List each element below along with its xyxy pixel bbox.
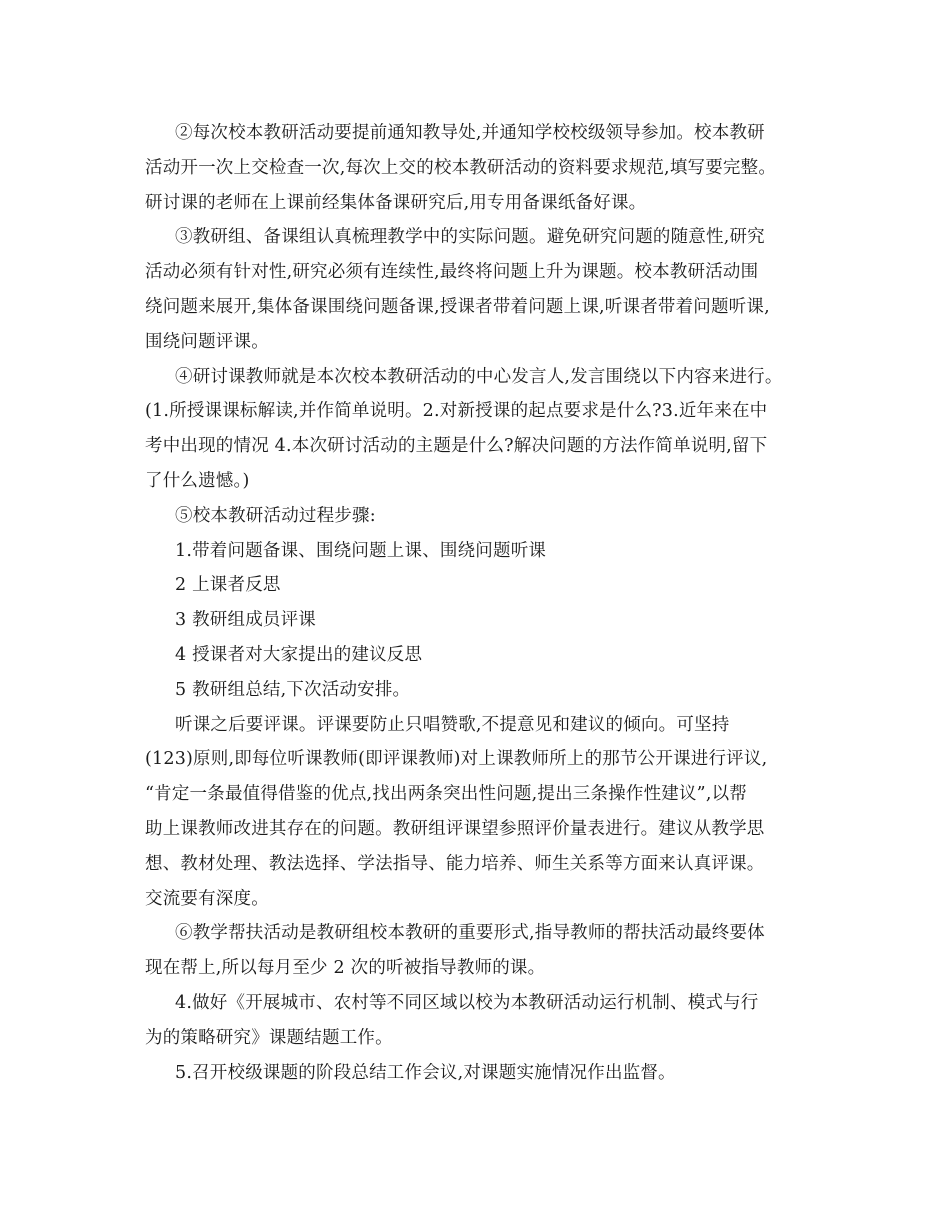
text-line: 5 教研组总结,下次活动安排。 — [175, 679, 411, 700]
text-line: 绕问题来展开,集体备课围绕问题备课,授课者带着问题上课,听课者带着问题听课, — [145, 296, 770, 317]
text-line: 为的策略研究》课题结题工作。 — [145, 1027, 393, 1048]
text-line: 现在帮上,所以每月至少 2 次的听被指导教师的课。 — [145, 958, 546, 979]
text-line: 4 授课者对大家提出的建议反思 — [175, 644, 423, 665]
text-line: 交流要有深度。 — [145, 888, 269, 909]
text-line: 4.做好《开展城市、农村等不同区域以校为本教研活动运行机制、模式与行 — [175, 992, 759, 1013]
text-line: 听课之后要评课。评课要防止只唱赞歌,不提意见和建议的倾向。可坚持 — [175, 714, 730, 735]
text-line: 活动必须有针对性,研究必须有连续性,最终将问题上升为课题。校本教研活动围 — [145, 262, 759, 283]
text-line: 1.带着问题备课、围绕问题上课、围绕问题听课 — [175, 540, 547, 561]
text-line: 3 教研组成员评课 — [175, 610, 316, 631]
text-line: 2 上课者反思 — [175, 575, 281, 596]
text-line: 了什么遗憾。) — [145, 470, 250, 491]
text-line: 5.召开校级课题的阶段总结工作会议,对课题实施情况作出监督。 — [175, 1062, 676, 1083]
text-line: ⑥教学帮扶活动是教研组校本教研的重要形式,指导教师的帮扶活动最终要体 — [175, 923, 765, 944]
document-body — [145, 116, 825, 1090]
text-line: 考中出现的情况 4.本次研讨活动的主题是什么?解决问题的方法作简单说明,留下 — [145, 436, 768, 457]
text-line: ②每次校本教研活动要提前通知教导处,并通知学校校级领导参加。校本教研 — [175, 123, 765, 143]
text-line: 想、教材处理、教法选择、学法指导、能力培养、师生关系等方面来认真评课。 — [145, 853, 765, 874]
text-line: 助上课教师改进其存在的问题。教研组评课望参照评价量表进行。建议从教学思 — [145, 818, 765, 839]
text-line: “肯定一条最值得借鉴的优点,找出两条突出性问题,提出三条操作性建议”,以帮 — [145, 784, 747, 805]
text-line: ⑤校本教研活动过程步骤: — [175, 505, 376, 526]
text-line: ③教研组、备课组认真梳理教学中的实际问题。避免研究问题的随意性,研究 — [175, 227, 765, 248]
text-line: 活动开一次上交检查一次,每次上交的校本教研活动的资料要求规范,填写要完整。 — [145, 157, 777, 178]
text-line: 研讨课的老师在上课前经集体备课研究后,用专用备课纸备好课。 — [145, 192, 647, 213]
text-line: 围绕问题评课。 — [145, 331, 269, 352]
text-line: (123)原则,即每位听课教师(即评课教师)对上课教师所上的那节公开课进行评议, — [145, 749, 768, 770]
text-line: ④研讨课教师就是本次校本教研活动的中心发言人,发言围绕以下内容来进行。 — [175, 366, 783, 387]
text-line: (1.所授课课标解读,并作简单说明。2.对新授课的起点要求是什么?3.近年来在中 — [145, 401, 768, 422]
